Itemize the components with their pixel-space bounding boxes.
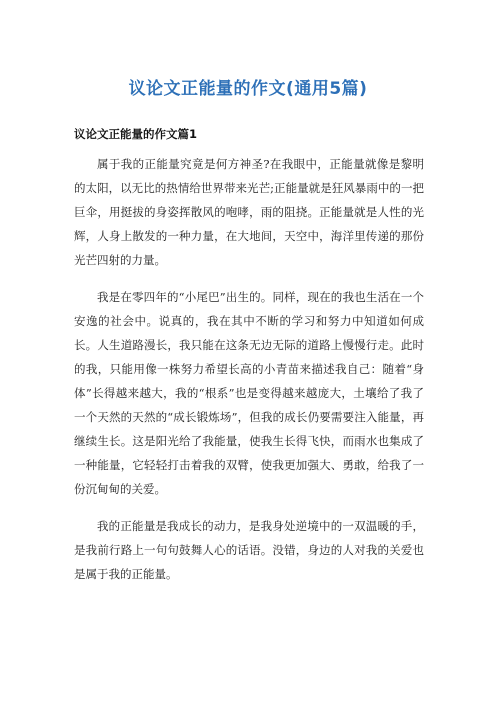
section-heading: 议论文正能量的作文篇1	[74, 127, 198, 141]
document-title: 议论文正能量的作文(通用5篇)	[128, 79, 368, 99]
article-body	[74, 152, 424, 599]
paragraph: 我是在零四年的“小尾巴”出生的。同样，现在的我也生活在一个安逸的社会中。说真的，我在其中不断的学习和努力中知道如何成长。人生道路漫长，我只能在这条无边无际的道路上慢慢行走。此时的我，只能用像一株努力希望长高的小青苗来描述我自己：随着“身体”长得越来越大，我的“根系”也是变得越来越庞大，土壤给了我了一个天然的天然的“成长锻炼场”，但我的成长仍要需要注入能量，再继续生长。这是阳光给了我能量，使我生长得飞快，而雨水也集成了一种能量，它轻轻打击着我的双臂，使我更加强大、勇敢，给我了一份沉甸甸的关爱。	[74, 290, 424, 496]
paragraph: 属于我的正能量究竟是何方神圣?在我眼中，正能量就像是黎明的太阳，以无比的热情给世界带来光芒;正能量就是狂风暴雨中的一把巨伞，用挺拔的身姿挥散风的咆哮，雨的阻挠。正能量就是人性的光辉，人身上散发的一种力量，在大地间，天空中，海洋里传递的那份光芒四射的力量。	[74, 157, 424, 267]
paragraph: 我的正能量是我成长的动力，是我身处逆境中的一双温暖的手，是我前行路上一句句鼓舞人心的话语。没错，身边的人对我的关爱也是属于我的正能量。	[74, 519, 424, 581]
